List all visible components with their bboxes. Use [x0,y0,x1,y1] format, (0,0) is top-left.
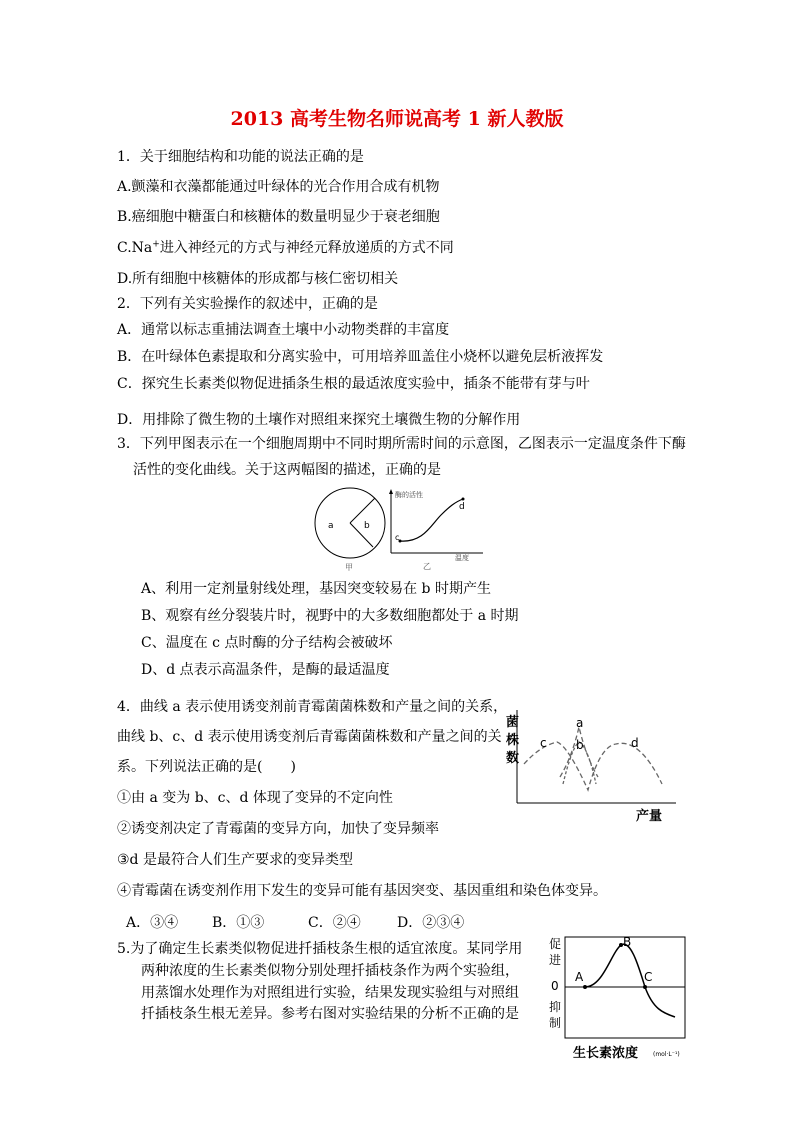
y-label-promote-char-2: 进 [549,953,562,967]
q3-option-b: B、观察有丝分裂装片时，视野中的大多数细胞都处于 a 时期 [141,608,519,624]
q4-stem-line1: 4．曲线 a 表示使用诱变剂前青霉菌菌株数和产量之间的关系， [117,699,508,715]
q1-option-a: A.颤藻和衣藻都能通过叶绿体的光合作用合成有机物 [117,179,440,195]
growth-response-curve [585,944,675,1017]
q4-statement-2: ②诱变剂决定了青霉菌的变异方向，加快了变异频率 [117,821,439,837]
curve-c-label: c [540,736,547,750]
x-axis-label: 生长素浓度 [573,1046,639,1061]
q1-option-b: B.癌细胞中糖蛋白和核糖体的数量明显少于衰老细胞 [117,209,440,225]
figure-caption-yi: 乙 [423,562,431,571]
q5-stem-line4: 扦插枝条生根无差异。参考右图对实验结果的分析不正确的是 [141,1006,519,1022]
activity-curve [400,499,463,541]
y-label-inhibit-char-1: 抑 [549,1000,562,1014]
sector-line-upper [350,498,375,523]
point-b-label: B [623,935,632,949]
point-a-marker [583,985,587,989]
cell-cycle-figure [310,485,390,575]
q1-option-c [117,239,454,257]
q2-option-b: B．在叶绿体色素提取和分离实验中，可用培养皿盖住小烧杯以避免层析液挥发 [117,349,604,365]
q1-option-c-prefix: C.Na [117,240,153,256]
y-axis-arrow [389,489,393,494]
document-title: 2013 高考生物名师说高考 1 新人教版 [230,108,564,130]
q1-stem: 1．关于细胞结构和功能的说法正确的是 [117,149,364,165]
q1-option-c-superscript: + [152,239,160,250]
q2-option-c: C．探究生长素类似物促进插条生根的最适浓度实验中，插条不能带有芽与叶 [117,376,590,392]
q4-statement-4: ④青霉菌在诱变剂作用下发生的变异可能有基因突变、基因重组和染色体变异。 [117,883,607,899]
q2-option-d: D．用排除了微生物的土壤作对照组来探究土壤微生物的分解作用 [117,412,521,428]
y-axis-char-2: 株 [506,733,520,748]
q3-option-d: D、d 点表示高温条件，是酶的最适温度 [141,662,390,678]
q4-option-d: D．②③④ [397,915,465,931]
y-axis-char-1: 菌 [506,715,520,730]
auxin-concentration-figure [543,933,693,1063]
q1-option-d: D.所有细胞中核糖体的形成都与核仁密切相关 [117,271,399,287]
y-label-inhibit-char-2: 制 [549,1016,562,1030]
q3-stem-line2: 活性的变化曲线。关于这两幅图的描述，正确的是 [133,462,441,478]
q3-stem-line1: 3．下列甲图表示在一个细胞周期中不同时期所需时间的示意图，乙图表示一定温度条件下酶 [117,436,686,452]
q2-stem: 2．下列有关实验操作的叙述中，正确的是 [117,296,378,312]
y-label-promote-char-1: 促 [549,937,562,951]
point-d-label: d [459,502,465,512]
figure-caption-jia: 甲 [345,563,353,572]
q4-option-a: A．③④ [126,915,179,931]
q5-stem-line2: 两种浓度的生长素类似物分别处理扦插枝条作为两个实验组， [141,963,519,979]
q2-option-a: A．通常以标志重捕法调查土壤中小动物类群的丰富度 [117,322,450,338]
y-label-promote [549,937,561,967]
point-c-label: C [644,970,653,984]
q4-option-c: C．②④ [308,915,361,931]
point-a-label: A [575,970,584,984]
x-axis-label: 产量 [636,809,663,824]
q4-statement-3: ③d 是最符合人们生产要求的变异类型 [117,852,353,868]
curve-a-label: a [576,716,584,730]
q5-stem-line1: 5.为了确定生长素类似物促进扦插枝条生根的适宜浓度。某同学用 [117,941,523,957]
point-c-label: c [395,533,400,542]
q1-option-c-text: 进入神经元的方式与神经元释放递质的方式不同 [159,240,454,256]
q4-statement-1: ①由 a 变为 b、c、d 体现了变异的不定向性 [117,790,393,806]
y-label-inhibit [549,999,561,1030]
y-axis-char-3: 数 [506,751,520,766]
q4-option-b: B．①③ [212,915,265,931]
x-axis-unit: (mol·L⁻¹) [653,1051,680,1058]
q4-stem-line2: 曲线 b、c、d 表示使用诱变剂后青霉菌菌株数和产量之间的关 [117,729,502,745]
q3-option-a: A、利用一定剂量射线处理，基因突变较易在 b 时期产生 [141,581,491,597]
curve-b-label: b [576,738,584,752]
y-label-zero: 0 [551,979,559,993]
y-axis-label: 酶的活性 [395,491,423,499]
point-d-marker [462,498,465,501]
strain-yield-figure [500,702,685,827]
curve-d-label: d [631,736,639,750]
enzyme-activity-figure [383,485,488,575]
point-c-marker [643,985,647,989]
q4-stem-line3: 系。下列说法正确的是( ) [117,759,296,775]
label-a: a [328,521,334,531]
q3-option-c: C、温度在 c 点时酶的分子结构会被破坏 [141,635,393,651]
q5-stem-line3: 用蒸馏水处理作为对照组进行实验，结果发现实验组与对照组 [141,985,519,1001]
x-axis-label: 温度 [455,554,469,562]
label-b: b [364,521,370,531]
